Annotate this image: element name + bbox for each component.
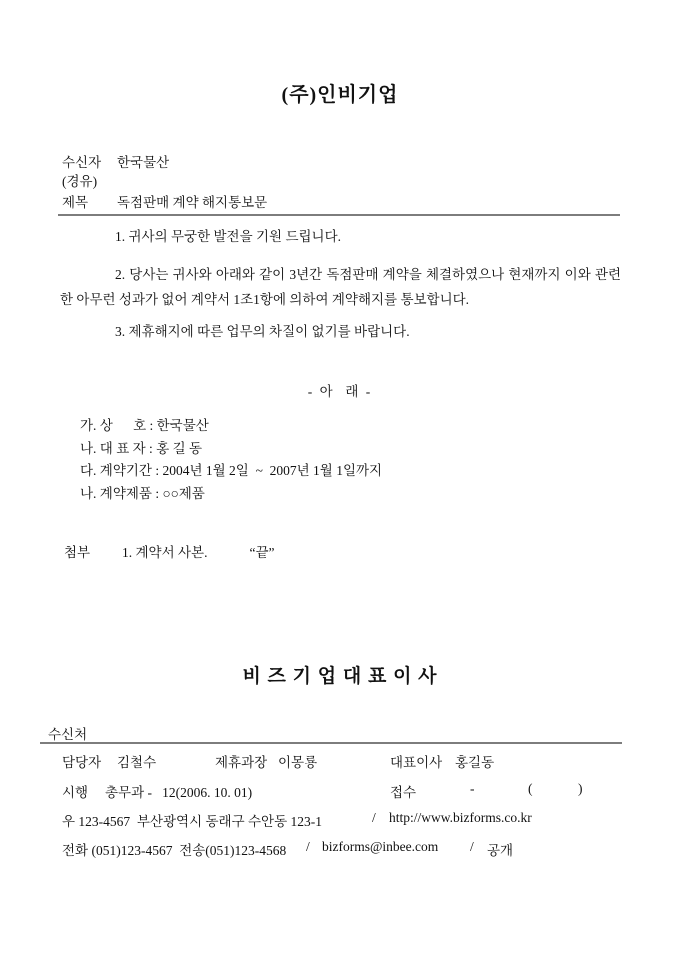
- detail-item-contract-product: 나. 계약제품 : ○○제품: [80, 485, 205, 501]
- footer-manager-name: 김철수: [117, 755, 157, 770]
- recipient-row: [62, 151, 169, 171]
- detail-item-list: [80, 415, 382, 505]
- via-label: (경유): [62, 174, 98, 189]
- footer-receipt-label: 접수: [390, 785, 417, 800]
- footer-postal-address: 우 123-4567 부산광역시 동래구 수안동 123-1: [62, 814, 322, 829]
- footer-dispatch-row: [0, 781, 680, 801]
- footer-partnership-title: 제휴과장: [215, 755, 268, 770]
- paragraph-3: 3. 제휴해지에 따른 업무의 차질이 없기를 바랍니다.: [115, 324, 410, 339]
- footer-partnership-name: 이몽룡: [278, 755, 318, 770]
- recipients-section-label: 수신처: [48, 727, 88, 742]
- footer-phone-fax: 전화 (051)123-4567 전송(051)123-4568: [62, 843, 287, 858]
- detail-item-company: 가. 상 호 : 한국물산: [80, 418, 209, 433]
- detail-item-representative: 나. 대 표 자 : 홍 길 동: [80, 440, 203, 456]
- footer-dispatch-label: 시행: [62, 785, 89, 800]
- attachment-label: 첨부: [64, 545, 91, 560]
- footer-disclosure: 공개: [487, 843, 514, 858]
- footer-receipt-paren-open: (: [528, 781, 533, 796]
- footer-address-row: [0, 810, 680, 830]
- detail-item-contract-period: 다. 계약기간 : 2004년 1월 2일 ~ 2007년 1월 1일까지: [80, 463, 383, 478]
- attachment-row: [64, 541, 275, 561]
- below-heading: - 아 래 -: [307, 384, 373, 399]
- attachment-value: 1. 계약서 사본.: [122, 545, 208, 560]
- footer-ceo-label: 대표이사: [390, 755, 443, 770]
- footer-slash-1: /: [306, 839, 310, 854]
- subject-label: 제목: [62, 195, 89, 210]
- footer-dispatch-value: 총무과 - 12(2006. 10. 01): [105, 785, 253, 800]
- footer-slash-2: /: [470, 839, 474, 854]
- footer-slash: /: [372, 810, 376, 825]
- recipient-value: 한국물산: [117, 155, 170, 170]
- footer-email: bizforms@inbee.com: [322, 839, 439, 854]
- subject-divider: [58, 214, 620, 216]
- company-title: (주)인비기업: [281, 84, 399, 106]
- footer-contact-row: [0, 839, 680, 859]
- footer-staff-row: [0, 751, 680, 771]
- footer-receipt-paren-close: ): [578, 781, 583, 796]
- subject-row: [62, 191, 267, 211]
- footer-website-url: http://www.bizforms.co.kr: [389, 810, 532, 825]
- paragraph-1: 1. 귀사의 무궁한 발전을 기원 드립니다.: [115, 229, 341, 244]
- recipient-label: 수신자: [62, 155, 102, 170]
- footer-divider: [40, 742, 622, 744]
- footer-manager-label: 담당자: [62, 755, 102, 770]
- subject-value: 독점판매 계약 해지통보문: [117, 195, 268, 210]
- attachment-end-mark: “끝”: [249, 545, 275, 560]
- footer-receipt-value: -: [470, 781, 475, 796]
- signature-title: 비 즈 기 업 대 표 이 사: [242, 666, 438, 687]
- paragraph-2: 2. 당사는 귀사와 아래와 같이 3년간 독점판매 계약을 체결하였으나 현재까지 이와 관련한 아무런 성과가 없어 계약서 1조1항에 의하여 계약해지를 통보합니다.: [60, 267, 621, 307]
- footer-ceo-name: 홍길동: [455, 755, 495, 770]
